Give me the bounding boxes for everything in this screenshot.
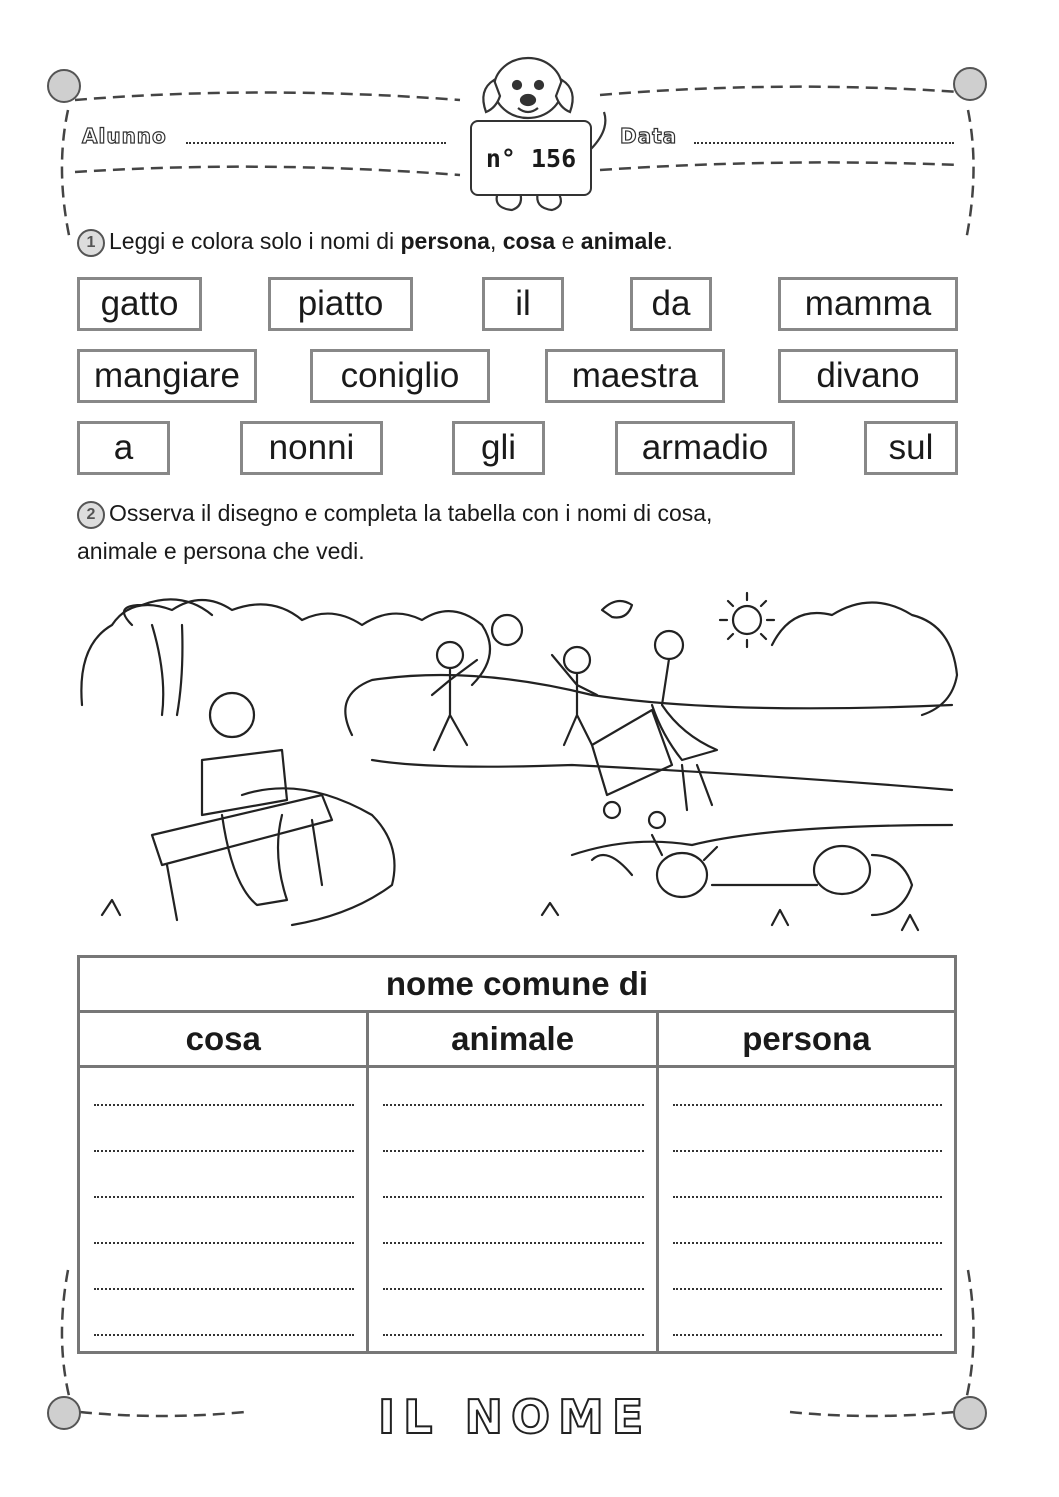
word-box[interactable]: da xyxy=(630,277,712,331)
word-box[interactable]: maestra xyxy=(545,349,725,403)
word-box[interactable]: coniglio xyxy=(310,349,490,403)
student-label: Alunno xyxy=(82,124,167,148)
word-box[interactable]: mangiare xyxy=(77,349,257,403)
word-box[interactable]: nonni xyxy=(240,421,383,475)
date-label: Data xyxy=(620,124,678,148)
exercise2-instruction xyxy=(77,494,712,570)
table-title: nome comune di xyxy=(79,957,956,1012)
exercise1-text-prefix: Leggi e colora solo i nomi di xyxy=(109,228,401,254)
exercise1-bold-animale: animale xyxy=(580,228,667,254)
word-box[interactable]: il xyxy=(482,277,564,331)
word-box[interactable]: a xyxy=(77,421,170,475)
word-box[interactable]: gatto xyxy=(77,277,202,331)
exercise1-number: 1 xyxy=(77,229,105,257)
exercise1-sep2: e xyxy=(555,228,581,254)
park-scene-illustration xyxy=(72,585,962,950)
date-line[interactable] xyxy=(694,142,954,144)
exercise1-bold-cosa: cosa xyxy=(502,228,556,254)
exercise1-suffix: . xyxy=(666,228,673,254)
column-header-persona: persona xyxy=(657,1012,955,1067)
worksheet-number-badge: n° 156 xyxy=(470,120,592,196)
student-name-line[interactable] xyxy=(186,142,446,144)
answer-cell-cosa[interactable] xyxy=(79,1067,368,1353)
word-box[interactable]: sul xyxy=(864,421,958,475)
exercise2-number: 2 xyxy=(77,501,105,529)
answer-cell-persona[interactable] xyxy=(657,1067,955,1353)
exercise1-sep1: , xyxy=(489,228,503,254)
word-box[interactable]: piatto xyxy=(268,277,413,331)
exercise2-line1: Osserva il disegno e completa la tabella con i nomi di cosa, xyxy=(109,500,713,526)
word-box[interactable]: armadio xyxy=(615,421,795,475)
exercise1-bold-persona: persona xyxy=(400,228,490,254)
exercise1-instruction xyxy=(77,222,673,260)
names-table xyxy=(77,955,957,1354)
exercise2-line2: animale e persona che vedi. xyxy=(77,538,365,564)
word-box[interactable]: gli xyxy=(452,421,545,475)
column-header-cosa: cosa xyxy=(79,1012,368,1067)
column-header-animale: animale xyxy=(368,1012,657,1067)
word-box[interactable]: mamma xyxy=(778,277,958,331)
footer-title: IL NOME xyxy=(378,1390,652,1444)
answer-cell-animale[interactable] xyxy=(368,1067,657,1353)
word-box[interactable]: divano xyxy=(778,349,958,403)
